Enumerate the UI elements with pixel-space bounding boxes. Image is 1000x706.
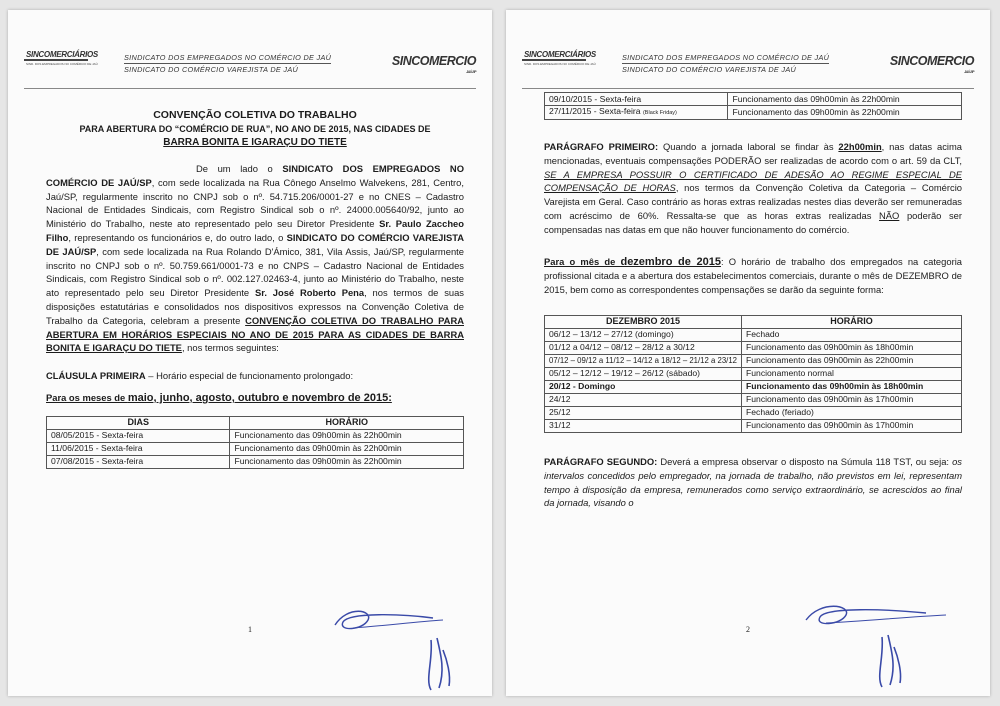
table-cell: Funcionamento das 09h00min às 22h00min (230, 429, 464, 442)
months-heading: Para os meses de maio, junho, agosto, outubro e novembro de 2015: (46, 391, 392, 404)
table-cell: 27/11/2015 - Sexta-feira (Black Friday) (545, 106, 728, 120)
logo-left-subtext: SIND. DOS EMPREGADOS NO COMÉRCIO DE JAÚ (26, 62, 98, 66)
page-2-content (544, 92, 962, 510)
table-row (545, 367, 962, 380)
table-cell: 09/10/2015 - Sexta-feira (545, 93, 728, 106)
paragraph-second: PARÁGRAFO SEGUNDO: Deverá a empresa observar o disposto na Súmula 118 TST, ou seja: os intervalos concedidos pelo empregador, na jornada de trabalho, não previstos em lei, representam tempo à disposição da empresa, remunerados como serviço extraordinário, se acrescidos ao final da jornada, visando o (544, 455, 962, 509)
black-friday-note: (Black Friday) (642, 110, 677, 116)
sincomercio-logo (889, 54, 974, 74)
page-1-content (46, 108, 464, 469)
table-cell: 06/12 – 13/12 – 27/12 (domingo) (545, 328, 742, 341)
table-cell: 20/12 - Domingo (545, 380, 742, 393)
table-cell: Funcionamento das 09h00min às 17h00min (742, 393, 962, 406)
document-title: CONVENÇÃO COLETIVA DO TRABALHO (153, 109, 357, 121)
table-row (47, 442, 464, 455)
paragraph-first: PARÁGRAFO PRIMEIRO: Quando a jornada laboral se findar às 22h00min, nas datas acima mencionadas, eventuais compensações PODERÃO ser realizadas de acordo com o art. 59 da CLT, SE A EMPRESA POSSUIR O CERTIFICADO DE ADESÃO AO REGIME ESPECIAL DE COMPENSAÇÃO DE HORAS, nos termos da Convenção Coletiva da Categoria – Comércio Varejista em Geral. Caso contrário as horas extras realizadas nestes dias deverão ser remuneradas com acréscimo de 60%. Ressalta-se que as horas extras realizadas NÃO poderão ser compensadas nas datas em que não houver funcionamento do comércio. (544, 141, 963, 235)
document-page-1 (8, 10, 492, 696)
page-number: 1 (248, 625, 252, 634)
logo-right-text: SINCOMERCIO (391, 54, 476, 68)
letterhead (24, 46, 476, 86)
document-page-2 (506, 10, 990, 696)
intro-paragraph: De um lado o SINDICATO DOS EMPREGADOS NO COMÉRCIO DE JAÚ/SP, com sede localizada na Rua Cônego Anselmo Walvekens, 281, Centro, Jaú/SP, regularmente inscrito no CNPJ sob o nº. 54.715.206/0001-27 e no CNES – Cadastro Nacional de Entidades Sindicais, com Registro Sindical sob o nº. 24000.005640/92, junto ao Ministério do Trabalho, neste ato representado pelo seu Diretor Presidente Sr. Paulo Zaccheo Filho, representando os funcionários e, do outro lado, o SINDICATO DO COMÉRCIO VAREJISTA DE JAÚ/SP, com sede localizada na Rua Rolando D'Ámico, 381, Vila Assis, Jaú/SP, regularmente inscrito no CNPJ sob o nº. 50.759.661/0001-73 e no CNPS – Cadastro Nacional de Entidades Sindicais, com Registro Sindical sob o nº. 002.127.02463-4, junto ao Ministério do Trabalho, neste ato representado pelo seu Diretor Presidente Sr. José Roberto Pena, nos termos de suas disposições estatutárias e consolidados nos dispositivos expressos na Convenção Coletiva de Trabalho da Categoria, celebram a presente CONVENÇÃO COLETIVA DO TRABALHO PARA ABERTURA EM HORÁRIOS ESPECIAIS NO ANO DE 2015 PARA AS CIDADES DE BARRA BONITA E IGARAÇU DO TIETE, nos termos seguintes: (46, 163, 464, 354)
table-row (545, 328, 962, 341)
letterhead-line-1: SINDICATO DOS EMPREGADOS NO COMÉRCIO DE JAÚ (622, 53, 830, 62)
column-header: HORÁRIO (230, 416, 464, 429)
table-cell: Funcionamento das 09h00min às 18h00min (742, 341, 962, 354)
logo-right-subtext: JAÚ-SP (466, 70, 476, 74)
table-cell: Funcionamento das 09h00min às 22h00min (728, 106, 962, 120)
table-row (47, 429, 464, 442)
letterhead-line-2: SINDICATO DO COMÉRCIO VAREJISTA DE JAÚ (124, 63, 331, 75)
table-cell: Fechado (feriado) (742, 406, 962, 419)
table-cell: Funcionamento normal (742, 367, 962, 380)
table-row (47, 455, 464, 468)
december-intro: Para o mês de dezembro de 2015: O horário de trabalho dos empregados na categoria profissional citada e a abertura dos estabelecimentos comerciais, durante o mês de DEZEMBRO de 2015, bem como as correspondentes compensações se darão da seguinte forma: (544, 255, 962, 296)
december-hours-table (544, 315, 962, 433)
clause-first: CLÁUSULA PRIMEIRA – Horário especial de funcionamento prolongado: (46, 370, 354, 382)
table-cell: 08/05/2015 - Sexta-feira (47, 429, 230, 442)
column-header: DIAS (47, 416, 230, 429)
special-hours-table-continued (544, 92, 962, 120)
letterhead-lines (124, 52, 331, 75)
logo-left-text: SINCOMERCIÁRIOS (26, 50, 98, 59)
table-cell: Fechado (742, 328, 962, 341)
table-cell: 24/12 (545, 393, 742, 406)
page-number: 2 (746, 625, 750, 634)
document-cities: BARRA BONITA E IGARAÇU DO TIETE (163, 137, 347, 148)
letterhead-lines (622, 52, 829, 75)
table-cell: 01/12 a 04/12 – 08/12 – 28/12 a 30/12 (545, 341, 742, 354)
handwritten-signature (796, 595, 976, 695)
special-hours-table (46, 416, 464, 469)
table-header-row (545, 315, 962, 328)
table-cell: 25/12 (545, 406, 742, 419)
sincomerciarios-logo (522, 50, 596, 74)
table-cell: 11/06/2015 - Sexta-feira (47, 442, 230, 455)
logo-right-subtext: JAÚ-SP (964, 70, 974, 74)
table-row (545, 393, 962, 406)
table-cell: Funcionamento das 09h00min às 22h00min (230, 442, 464, 455)
logo-right-text: SINCOMERCIO (889, 54, 974, 68)
table-cell: 07/08/2015 - Sexta-feira (47, 455, 230, 468)
logo-left-subtext: SIND. DOS EMPREGADOS NO COMÉRCIO DE JAÚ (524, 62, 596, 66)
column-header: DEZEMBRO 2015 (545, 315, 742, 328)
document-subtitle: PARA ABERTURA DO “COMÉRCIO DE RUA”, NO ANO DE 2015, NAS CIDADES DE (79, 124, 431, 134)
sincomerciarios-logo (24, 50, 98, 74)
sincomercio-logo (391, 54, 476, 74)
table-row (545, 419, 962, 432)
header-divider (522, 88, 974, 89)
logo-left-text: SINCOMERCIÁRIOS (524, 50, 596, 59)
table-row (545, 406, 962, 419)
letterhead-line-1: SINDICATO DOS EMPREGADOS NO COMÉRCIO DE JAÚ (124, 53, 332, 62)
table-cell: Funcionamento das 09h00min às 22h00min (728, 93, 962, 106)
header-divider (24, 88, 476, 89)
table-row (545, 341, 962, 354)
table-header-row (47, 416, 464, 429)
table-cell: Funcionamento das 09h00min às 22h00min (230, 455, 464, 468)
table-row (545, 354, 962, 367)
column-header: HORÁRIO (742, 315, 962, 328)
handwritten-signature (313, 600, 473, 696)
table-cell: 31/12 (545, 419, 742, 432)
table-row (545, 380, 962, 393)
table-cell: Funcionamento das 09h00min às 18h00min (742, 380, 962, 393)
table-row (545, 106, 962, 120)
letterhead-line-2: SINDICATO DO COMÉRCIO VAREJISTA DE JAÚ (622, 63, 829, 75)
table-row (545, 93, 962, 106)
table-cell: 07/12 – 09/12 a 11/12 – 14/12 a 18/12 – 21/12 a 23/12 (545, 354, 742, 367)
letterhead (522, 46, 974, 86)
table-cell: Funcionamento das 09h00min às 17h00min (742, 419, 962, 432)
table-cell: Funcionamento das 09h00min às 22h00min (742, 354, 962, 367)
table-cell: 05/12 – 12/12 – 19/12 – 26/12 (sábado) (545, 367, 742, 380)
